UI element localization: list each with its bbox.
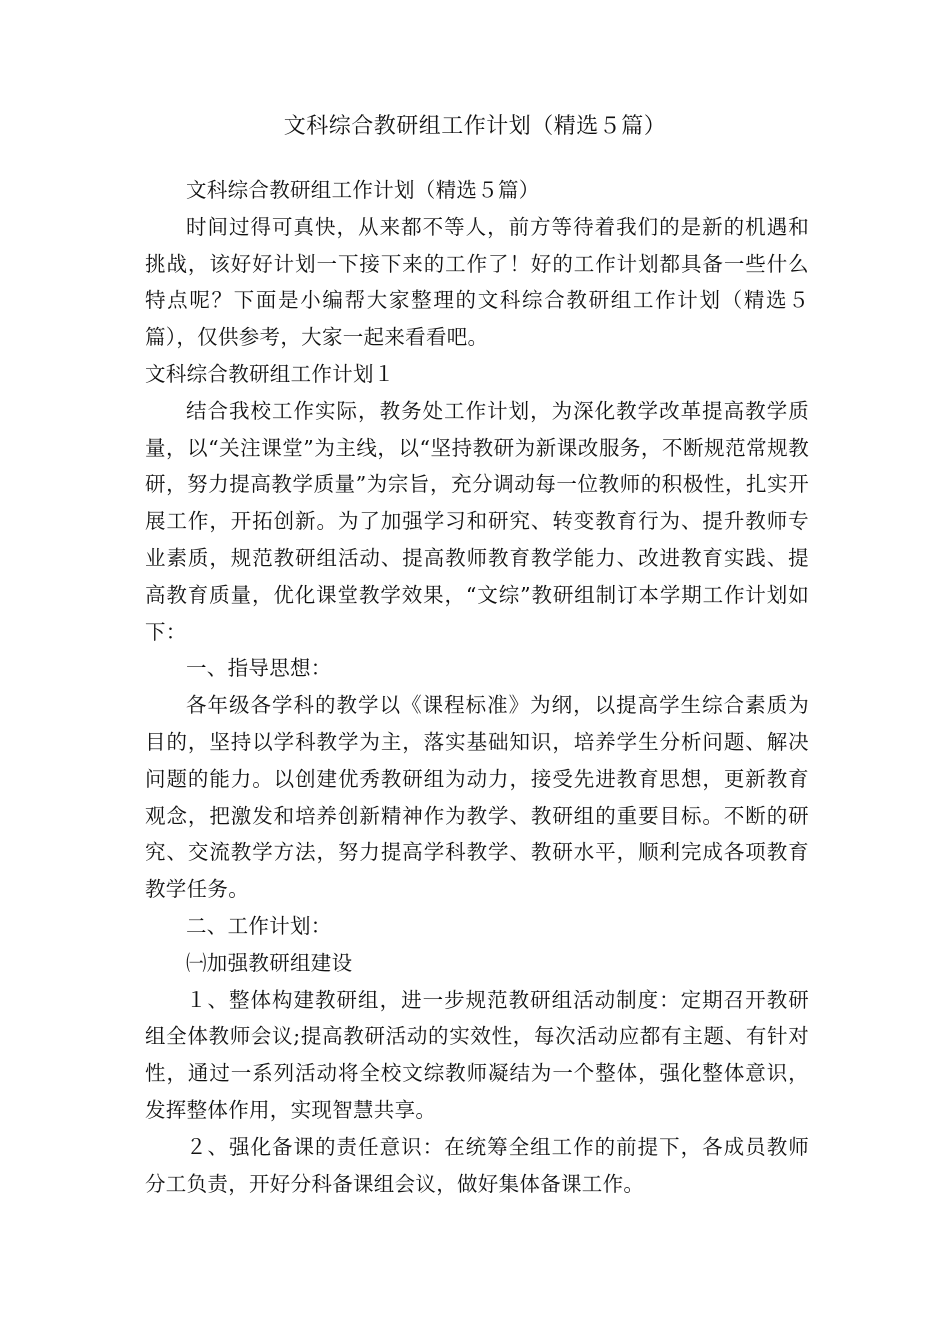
paragraph-item1: １、整体构建教研组，进一步规范教研组活动制度：定期召开教研组全体教师会议;提高教研活动的实效性，每次活动应都有主题、有针对性，通过一系列活动将全校文综教师凝结为一个整体，强化整体意识，发挥整体作用，实现智慧共享。 bbox=[145, 987, 809, 1122]
section2-heading: 二、工作计划： bbox=[186, 913, 332, 938]
paragraph-plan1-body: 结合我校工作实际，教务处工作计划，为深化教学改革提高教学质量，以“关注课堂”为主线，以“坚持教研为新课改服务，不断规范常规教研，努力提高教学质量”为宗旨，充分调动每一位教师的积极性，扎实开展工作，开拓创新。为了加强学习和研究、转变教育行为、提升教师专业素质，规范教研组活动、提高教师教育教学能力、改进教育实践、提高教育质量，优化课堂教学效果，“文综”教研组制订本学期工作计划如下： bbox=[145, 398, 809, 644]
document-title: 文科综合教研组工作计划（精选５篇） bbox=[283, 114, 667, 139]
plan1-heading: 文科综合教研组工作计划１ bbox=[145, 361, 395, 386]
paragraph-item2: ２、强化备课的责任意识：在统筹全组工作的前提下，各成员教师分工负责，开好分科备课组会议，做好集体备课工作。 bbox=[145, 1134, 809, 1196]
paragraph-intro: 时间过得可真快，从来都不等人，前方等待着我们的是新的机遇和挑战，该好好计划一下接下来的工作了！好的工作计划都具备一些什么特点呢？下面是小编帮大家整理的文科综合教研组工作计划（精选５篇），仅供参考，大家一起来看看吧。 bbox=[145, 214, 809, 350]
paragraph-subtitle: 文科综合教研组工作计划（精选５篇） bbox=[186, 178, 540, 202]
subsection1-heading: ㈠加强教研组建设 bbox=[186, 950, 353, 975]
paragraph-section1-body: 各年级各学科的教学以《课程标准》为纲，以提高学生综合素质为目的，坚持以学科教学为主，落实基础知识，培养学生分析问题、解决问题的能力。以创建优秀教研组为动力，接受先进教育思想，更新教育观念，把激发和培养创新精神作为教学、教研组的重要目标。不断的研究、交流教学方法，努力提高学科教学、教研水平，顺利完成各项教育教学任务。 bbox=[145, 693, 809, 902]
document-body bbox=[145, 172, 809, 1202]
section1-heading: 一、指导思想： bbox=[186, 656, 332, 681]
